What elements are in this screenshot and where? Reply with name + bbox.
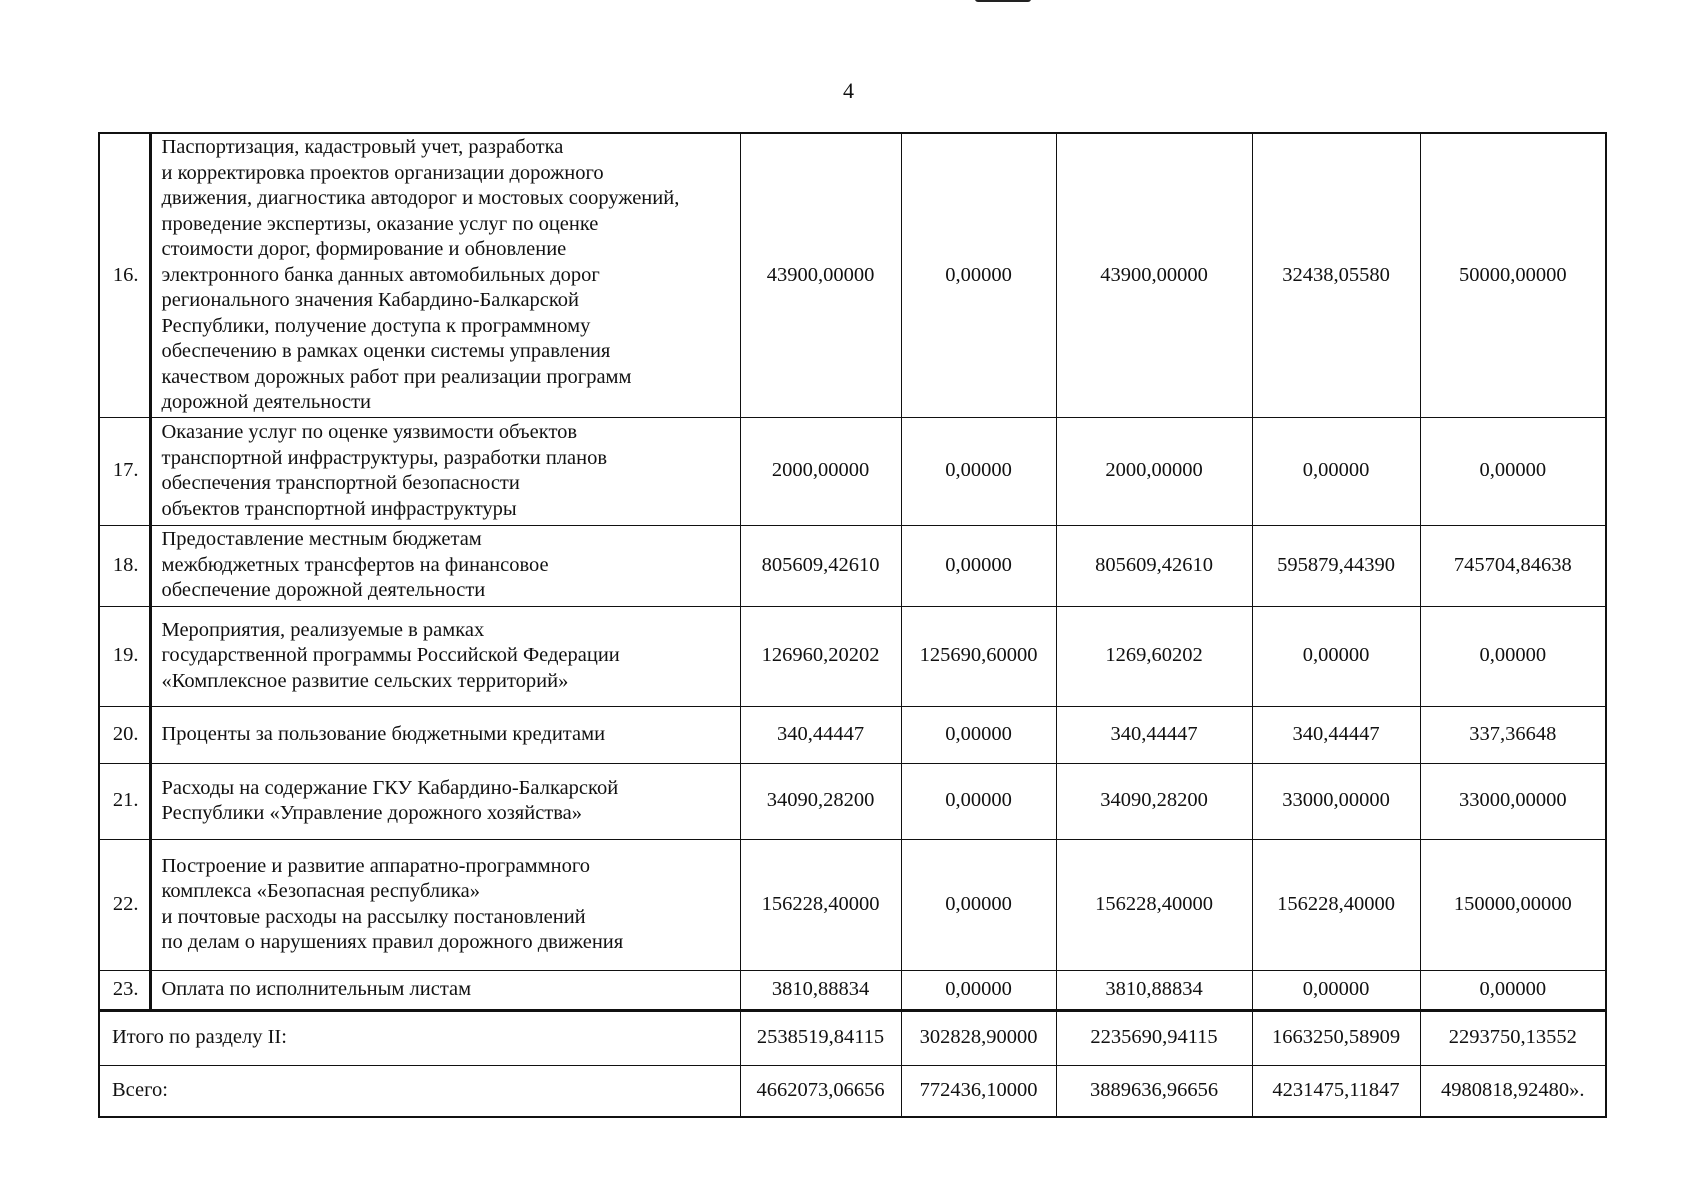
table-row [99, 606, 1606, 706]
row-number: 20. [99, 706, 150, 763]
row-value-3: 805609,42610 [1056, 525, 1252, 606]
section-total-value-4: 1663250,58909 [1252, 1010, 1420, 1065]
grand-total-value-4: 4231475,11847 [1252, 1065, 1420, 1117]
row-value-3: 3810,88834 [1056, 970, 1252, 1010]
row-value-4: 156228,40000 [1252, 839, 1420, 970]
grand-total-value-2: 772436,10000 [901, 1065, 1056, 1117]
row-value-1: 805609,42610 [740, 525, 901, 606]
row-value-4: 0,00000 [1252, 970, 1420, 1010]
table-row [99, 706, 1606, 763]
table-row [99, 417, 1606, 525]
row-value-5: 337,36648 [1420, 706, 1606, 763]
row-number: 18. [99, 525, 150, 606]
row-value-5: 0,00000 [1420, 606, 1606, 706]
row-description: Мероприятия, реализуемые в рамках государственной программы Российской Федерации «Комплексное развитие сельских территорий» [150, 606, 740, 706]
row-value-5: 0,00000 [1420, 417, 1606, 525]
row-value-1: 43900,00000 [740, 133, 901, 417]
row-number: 23. [99, 970, 150, 1010]
row-number: 21. [99, 763, 150, 839]
row-description: Оказание услуг по оценке уязвимости объектов транспортной инфраструктуры, разработки планов обеспечения транспортной безопасности объектов транспортной инфраструктуры [150, 417, 740, 525]
row-value-5: 745704,84638 [1420, 525, 1606, 606]
section-total-row [99, 1010, 1606, 1065]
row-value-1: 3810,88834 [740, 970, 901, 1010]
row-value-4: 0,00000 [1252, 606, 1420, 706]
grand-total-label: Всего: [99, 1065, 740, 1117]
row-value-3: 156228,40000 [1056, 839, 1252, 970]
page-number: 4 [843, 78, 854, 103]
row-value-1: 2000,00000 [740, 417, 901, 525]
scan-artifact-mark [975, 0, 1031, 2]
row-value-2: 125690,60000 [901, 606, 1056, 706]
row-value-1: 34090,28200 [740, 763, 901, 839]
row-description: Предоставление местным бюджетам межбюджетных трансфертов на финансовое обеспечение дорожной деятельности [150, 525, 740, 606]
table-body [99, 133, 1606, 1117]
row-value-5: 0,00000 [1420, 970, 1606, 1010]
row-description: Построение и развитие аппаратно-программного комплекса «Безопасная республика» и почтовые расходы на рассылку постановлений по делам о нарушениях правил дорожного движения [150, 839, 740, 970]
row-value-2: 0,00000 [901, 763, 1056, 839]
grand-total-value-5: 4980818,92480». [1420, 1065, 1606, 1117]
table-row [99, 133, 1606, 417]
budget-table [98, 132, 1607, 1118]
row-value-4: 595879,44390 [1252, 525, 1420, 606]
row-value-1: 126960,20202 [740, 606, 901, 706]
table-row [99, 525, 1606, 606]
row-value-2: 0,00000 [901, 133, 1056, 417]
row-number: 16. [99, 133, 150, 417]
row-value-5: 33000,00000 [1420, 763, 1606, 839]
table-row [99, 763, 1606, 839]
row-number: 19. [99, 606, 150, 706]
section-total-value-1: 2538519,84115 [740, 1010, 901, 1065]
row-description: Паспортизация, кадастровый учет, разработка и корректировка проектов организации дорожного движения, диагностика автодорог и мостовых сооружений, проведение экспертизы, оказание услуг по оценке стоимости дорог, формирование и обновление электронного банка данных автомобильных дорог регионального значения Кабардино-Балкарской Республики, получение доступа к программному обеспечению в рамках оценки системы управления качеством дорожных работ при реализации программ дорожной деятельности [150, 133, 740, 417]
row-value-2: 0,00000 [901, 706, 1056, 763]
row-value-2: 0,00000 [901, 417, 1056, 525]
row-description: Проценты за пользование бюджетными кредитами [150, 706, 740, 763]
row-value-2: 0,00000 [901, 839, 1056, 970]
grand-total-value-1: 4662073,06656 [740, 1065, 901, 1117]
table-row [99, 970, 1606, 1010]
row-value-5: 150000,00000 [1420, 839, 1606, 970]
row-value-5: 50000,00000 [1420, 133, 1606, 417]
section-total-value-5: 2293750,13552 [1420, 1010, 1606, 1065]
row-description: Оплата по исполнительным листам [150, 970, 740, 1010]
row-value-3: 34090,28200 [1056, 763, 1252, 839]
row-value-3: 2000,00000 [1056, 417, 1252, 525]
row-value-3: 1269,60202 [1056, 606, 1252, 706]
section-total-value-3: 2235690,94115 [1056, 1010, 1252, 1065]
section-total-value-2: 302828,90000 [901, 1010, 1056, 1065]
row-value-2: 0,00000 [901, 970, 1056, 1010]
row-value-3: 340,44447 [1056, 706, 1252, 763]
row-value-1: 340,44447 [740, 706, 901, 763]
row-number: 22. [99, 839, 150, 970]
row-value-4: 340,44447 [1252, 706, 1420, 763]
row-value-4: 33000,00000 [1252, 763, 1420, 839]
row-value-1: 156228,40000 [740, 839, 901, 970]
row-description: Расходы на содержание ГКУ Кабардино-Балкарской Республики «Управление дорожного хозяйства» [150, 763, 740, 839]
table-row [99, 839, 1606, 970]
row-value-4: 32438,05580 [1252, 133, 1420, 417]
row-number: 17. [99, 417, 150, 525]
row-value-4: 0,00000 [1252, 417, 1420, 525]
row-value-2: 0,00000 [901, 525, 1056, 606]
grand-total-value-3: 3889636,96656 [1056, 1065, 1252, 1117]
section-total-label: Итого по разделу II: [99, 1010, 740, 1065]
grand-total-row [99, 1065, 1606, 1117]
row-value-3: 43900,00000 [1056, 133, 1252, 417]
